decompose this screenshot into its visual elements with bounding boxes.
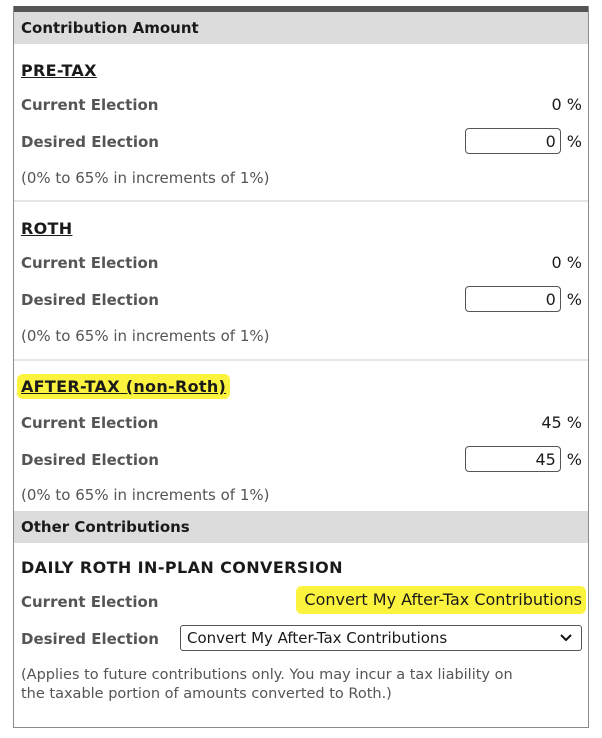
conversion-note <box>21 666 513 704</box>
pre-tax-note: (0% to 65% in increments of 1%) <box>21 169 270 187</box>
conversion-selected-option: Convert My After-Tax Contributions <box>187 629 448 647</box>
after-tax-note: (0% to 65% in increments of 1%) <box>21 486 270 504</box>
roth-current-value: 0 % <box>551 253 582 272</box>
conversion-note-line2: the taxable portion of amounts converted to Roth.) <box>21 686 392 702</box>
pre-tax-desired-input[interactable] <box>465 128 561 154</box>
conversion-note-line1: (Applies to future contributions only. You may incur a tax liability on <box>21 667 513 683</box>
pre-tax-current-value: 0 % <box>551 95 582 114</box>
daily-roth-conversion-title: DAILY ROTH IN-PLAN CONVERSION <box>21 558 343 577</box>
roth-title: ROTH <box>21 219 73 238</box>
contribution-panel <box>13 6 589 728</box>
after-tax-unit: % <box>566 449 582 469</box>
pre-tax-title: PRE-TAX <box>21 61 97 80</box>
pre-tax-desired-group <box>465 128 582 154</box>
other-contributions-header <box>14 511 588 543</box>
roth-desired-input[interactable] <box>465 286 561 312</box>
conversion-current-label: Current Election <box>21 593 159 611</box>
roth-current-label: Current Election <box>21 254 159 272</box>
pre-tax-desired-label: Desired Election <box>21 133 159 151</box>
conversion-desired-label: Desired Election <box>21 630 159 648</box>
pre-tax-unit: % <box>566 131 582 151</box>
roth-note: (0% to 65% in increments of 1%) <box>21 327 270 345</box>
pre-tax-current-label: Current Election <box>21 96 159 114</box>
conversion-current-value: Convert My After-Tax Contributions <box>296 586 586 614</box>
after-tax-desired-group <box>465 446 582 472</box>
after-tax-current-value: 45 % <box>541 413 582 432</box>
roth-desired-group <box>465 286 582 312</box>
after-tax-desired-label: Desired Election <box>21 451 159 469</box>
contribution-amount-title: Contribution Amount <box>21 19 199 37</box>
after-tax-desired-input[interactable] <box>465 446 561 472</box>
after-tax-title: AFTER-TAX (non-Roth) <box>17 374 230 399</box>
contribution-amount-header <box>14 12 588 44</box>
roth-unit: % <box>566 289 582 309</box>
roth-desired-label: Desired Election <box>21 291 159 309</box>
after-tax-current-label: Current Election <box>21 414 159 432</box>
section-divider <box>14 359 588 361</box>
other-contributions-title: Other Contributions <box>21 518 190 536</box>
chevron-down-icon <box>559 626 573 658</box>
conversion-desired-select[interactable] <box>180 625 582 651</box>
section-divider <box>14 200 588 202</box>
